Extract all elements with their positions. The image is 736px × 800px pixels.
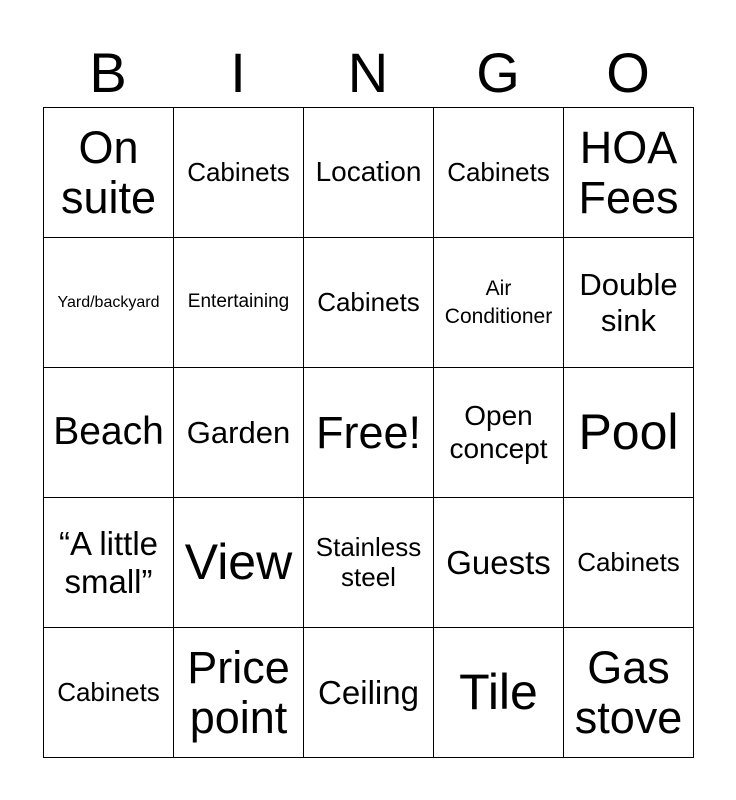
bingo-cell[interactable] [564, 108, 694, 238]
bingo-cell[interactable] [434, 238, 564, 368]
cell-text: Cabinets [447, 156, 550, 187]
cell-text: Cabinets [57, 676, 160, 707]
header-letter-g: G [476, 41, 520, 104]
cell-text: HOA Fees [578, 122, 679, 223]
cell-text: Tile [459, 664, 538, 720]
bingo-cell[interactable] [564, 498, 694, 628]
cell-text: Location [315, 156, 422, 188]
bingo-cell[interactable] [174, 498, 304, 628]
cell-text: Pool [578, 404, 679, 460]
bingo-cell[interactable] [434, 108, 564, 238]
header-letter-n: N [347, 41, 389, 104]
bingo-cell[interactable] [304, 498, 434, 628]
bingo-cell[interactable] [304, 368, 434, 498]
cell-text: Cabinets [187, 156, 290, 187]
cell-text: Double sink [579, 266, 678, 338]
bingo-cell[interactable] [174, 238, 304, 368]
bingo-cell[interactable] [304, 108, 434, 238]
bingo-cell[interactable] [174, 628, 304, 758]
bingo-cell[interactable] [174, 368, 304, 498]
cell-text: Gas stove [574, 642, 683, 743]
bingo-cell[interactable] [564, 368, 694, 498]
bingo-cell[interactable] [434, 368, 564, 498]
cell-text: Cabinets [317, 286, 420, 317]
bingo-board [43, 107, 694, 758]
bingo-cell[interactable] [564, 628, 694, 758]
bingo-cell[interactable] [564, 238, 694, 368]
bingo-cell[interactable] [44, 238, 174, 368]
cell-text: View [184, 534, 293, 590]
cell-text: Price point [187, 642, 290, 743]
cell-text: Open concept [449, 400, 548, 464]
cell-text: “A little small” [58, 524, 159, 600]
bingo-cell[interactable] [434, 628, 564, 758]
cell-text: Air Conditioner [444, 277, 553, 328]
bingo-cell[interactable] [44, 628, 174, 758]
bingo-cell[interactable] [304, 238, 434, 368]
cell-text: Cabinets [577, 546, 680, 577]
bingo-cell[interactable] [304, 628, 434, 758]
bingo-cell[interactable] [44, 368, 174, 498]
bingo-cell[interactable] [44, 498, 174, 628]
bingo-cell[interactable] [174, 108, 304, 238]
bingo-cell[interactable] [434, 498, 564, 628]
bingo-cell[interactable] [44, 108, 174, 238]
cell-text: Stainless steel [315, 531, 422, 592]
header-letter-b: B [89, 41, 127, 104]
cell-text: On suite [60, 122, 157, 223]
header-letter-i: I [230, 41, 246, 104]
cell-text: Free! [315, 406, 422, 458]
cell-text: Garden [186, 414, 291, 450]
bingo-header [43, 38, 693, 108]
cell-text: Guests [446, 543, 551, 581]
cell-text: Yard/backyard [57, 293, 160, 311]
cell-text: Entertaining [187, 291, 290, 313]
cell-text: Ceiling [318, 673, 419, 711]
header-letter-o: O [606, 41, 650, 104]
cell-text: Beach [53, 410, 164, 454]
